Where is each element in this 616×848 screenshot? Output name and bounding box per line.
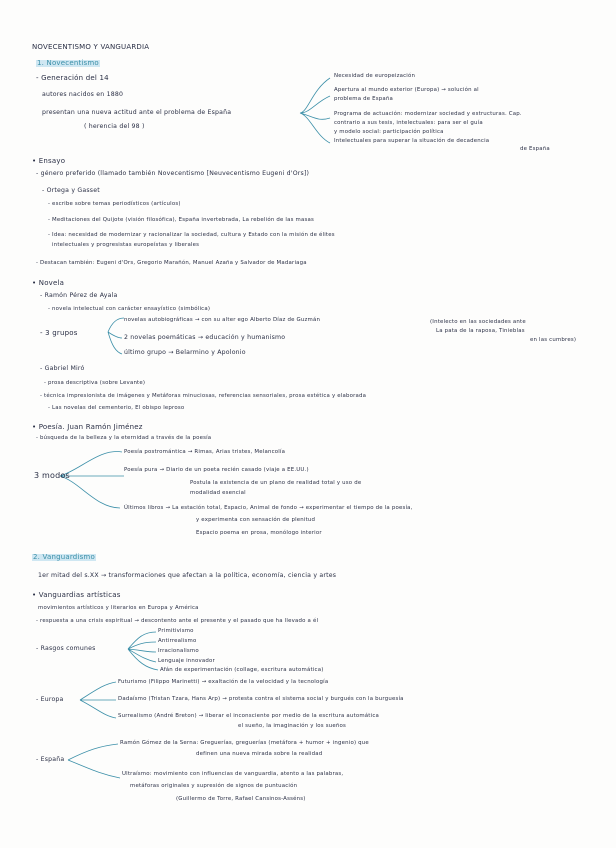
right-note-3: Programa de actuación: modernizar sociedad y estructuras. Cap. <box>334 111 522 117</box>
brace-europa <box>80 682 116 718</box>
espana-1: Ramón Gómez de la Serna: Greguerías, greguerías (metáfora + humor + ingenio) que <box>120 740 369 746</box>
europa-3b: el sueño, la imaginación y los sueños <box>238 723 346 729</box>
ortega-line-3b: intelectuales y progresistas europeístas y liberales <box>52 242 200 248</box>
section-heading-novecentismo: 1. Novecentismo <box>37 59 99 67</box>
espana-2c: (Guillermo de Torre, Rafael Cansinos-Asséns) <box>176 796 306 802</box>
generacion-label: - Generación del 14 <box>36 74 109 82</box>
modos-label: 3 modos <box>34 471 70 480</box>
rasgos-label: - Rasgos comunes <box>36 645 96 652</box>
miro-label: - Gabriel Miró <box>40 365 85 372</box>
modo-3c: Espacio poema en prosa, monólogo interior <box>196 530 322 536</box>
ortega-line-2: - Meditaciones del Quijote (visión filosófica), España invertebrada, La rebelión de las masas <box>48 217 315 223</box>
europa-2: Dadaísmo (Tristan Tzara, Hans Arp) → protesta contra el sistema social y burgués con la burguesía <box>118 696 404 702</box>
espana-2: Ultraísmo: movimiento con influencias de vanguardia, atento a las palabras, <box>122 771 344 777</box>
modo-2b: Postula la existencia de un plano de realidad total y uso de <box>190 480 362 486</box>
ramon-note-3: en las cumbres) <box>530 337 577 343</box>
miro-line-1: - prosa descriptiva (sobre Levante) <box>44 380 146 386</box>
modo-3b: y experimenta con sensación de plenitud <box>196 517 316 523</box>
vanguardias-line-1: movimientos artísticos y literarios en Europa y América <box>38 605 199 611</box>
ensayo-heading: • Ensayo <box>32 157 66 165</box>
genero-text: - género preferido (llamado también Novecentismo [Neuvecentismo Eugeni d'Ors]) <box>36 170 310 177</box>
ramon-note-2: La pata de la raposa, Tinieblas <box>436 328 525 334</box>
ramon-line-1: - novela intelectual con carácter ensayístico (simbólica) <box>48 306 211 312</box>
novela-heading: • Novela <box>32 279 65 287</box>
right-note-4: Intelectuales para superar la situación de decadencia <box>334 138 490 144</box>
europa-1: Futurismo (Filippo Marinetti) → exaltación de la velocidad y la tecnología <box>118 679 329 685</box>
rasgo-4: Lenguaje innovador <box>158 658 215 664</box>
brace-generacion <box>300 78 330 143</box>
europa-3: Surrealismo (André Breton) → liberar el inconsciente por medio de la escritura automática <box>118 713 379 719</box>
espana-label: - España <box>36 756 65 763</box>
vanguardias-heading: • Vanguardias artísticas <box>32 591 121 599</box>
ramon-label: - Ramón Pérez de Ayala <box>40 292 118 299</box>
poesia-line-1: - búsqueda de la belleza y la eternidad a través de la poesía <box>36 435 212 441</box>
mid-century-text: 1er mitad del s.XX → transformaciones que afectan a la política, economía, ciencia y artes <box>38 572 337 579</box>
page-title: NOVECENTISMO Y VANGUARDIA <box>32 43 150 51</box>
right-note-2: Apertura al mundo exterior (Europa) → solución al <box>334 87 479 93</box>
ortega-label: - Ortega y Gasset <box>42 187 100 194</box>
rasgo-3: Irracionalismo <box>158 648 199 654</box>
present-text: presentan una nueva actitud ante el problema de España <box>42 109 232 116</box>
poesia-heading: • Poesía. Juan Ramón Jiménez <box>32 423 143 431</box>
right-note-3c: y modelo social: participación política <box>334 129 444 135</box>
ramon-line-2: novelas autobiográficas → con su alter ego Alberto Díaz de Guzmán <box>124 317 321 323</box>
section-heading-vanguardismo: 2. Vanguardismo <box>33 553 95 561</box>
brace-rasgos <box>128 632 158 670</box>
otros-ensayistas: - Destacan también: Eugeni d'Ors, Gregorio Marañón, Manuel Azaña y Salvador de Madariaga <box>36 260 307 266</box>
right-note-1: Necesidad de europeización <box>334 73 416 79</box>
right-note-3b: contrario a sus tesis, intelectuales: para ser el guía <box>334 120 483 126</box>
ramon-note-1: (Intelecto en las sociedades ante <box>430 319 526 325</box>
modo-3: Últimos libros → La estación total, Espacio, Animal de fondo → experimentar el tiempo de la poesía, <box>124 505 413 511</box>
rasgo-2: Antirrealismo <box>158 638 197 644</box>
modo-1: Poesía postromántica → Rimas, Arias tristes, Melancolía <box>124 449 286 455</box>
ortega-line-3: - Idea: necesidad de modernizar y racionalizar la sociedad, cultura y Estado con la misión de élites <box>48 232 335 238</box>
ortega-line-1: - escribe sobre temas periodísticos (artículos) <box>48 201 181 207</box>
grupo-3: último grupo → Belarmino y Apolonio <box>124 349 246 356</box>
present-text-2: ( herencia del 98 ) <box>84 123 145 130</box>
brace-grupos <box>108 318 124 354</box>
rasgo-5: Afán de experimentación (collage, escritura automática) <box>160 667 324 673</box>
europa-label: - Europa <box>36 696 64 703</box>
rasgo-1: Primitivismo <box>158 628 194 634</box>
grupos-label: - 3 grupos <box>40 329 78 337</box>
modo-2: Poesía pura → Diario de un poeta recién casado (viaje a EE.UU.) <box>124 467 309 473</box>
right-note-4b: de España <box>520 146 550 152</box>
miro-line-3: - Las novelas del cementerio, El obispo leproso <box>48 405 185 411</box>
grupo-2: 2 novelas poemáticas → educación y humanismo <box>124 334 286 341</box>
brace-espana <box>68 744 120 778</box>
modo-2c: modalidad esencial <box>190 490 246 496</box>
vanguardias-line-2: - respuesta a una crisis espiritual → descontento ante el presente y el pasado que ha llevado a él <box>36 618 319 624</box>
right-note-2b: problema de España <box>334 96 394 102</box>
espana-1b: definen una nueva mirada sobre la realidad <box>196 751 323 757</box>
miro-line-2: - técnica impresionista de imágenes y Metáforas minuciosas, referencias sensoriales, prosa estética y elaborada <box>40 393 367 399</box>
born-text: autores nacidos en 1880 <box>42 91 124 98</box>
espana-2b: metáforas originales y supresión de signos de puntuación <box>130 783 298 789</box>
